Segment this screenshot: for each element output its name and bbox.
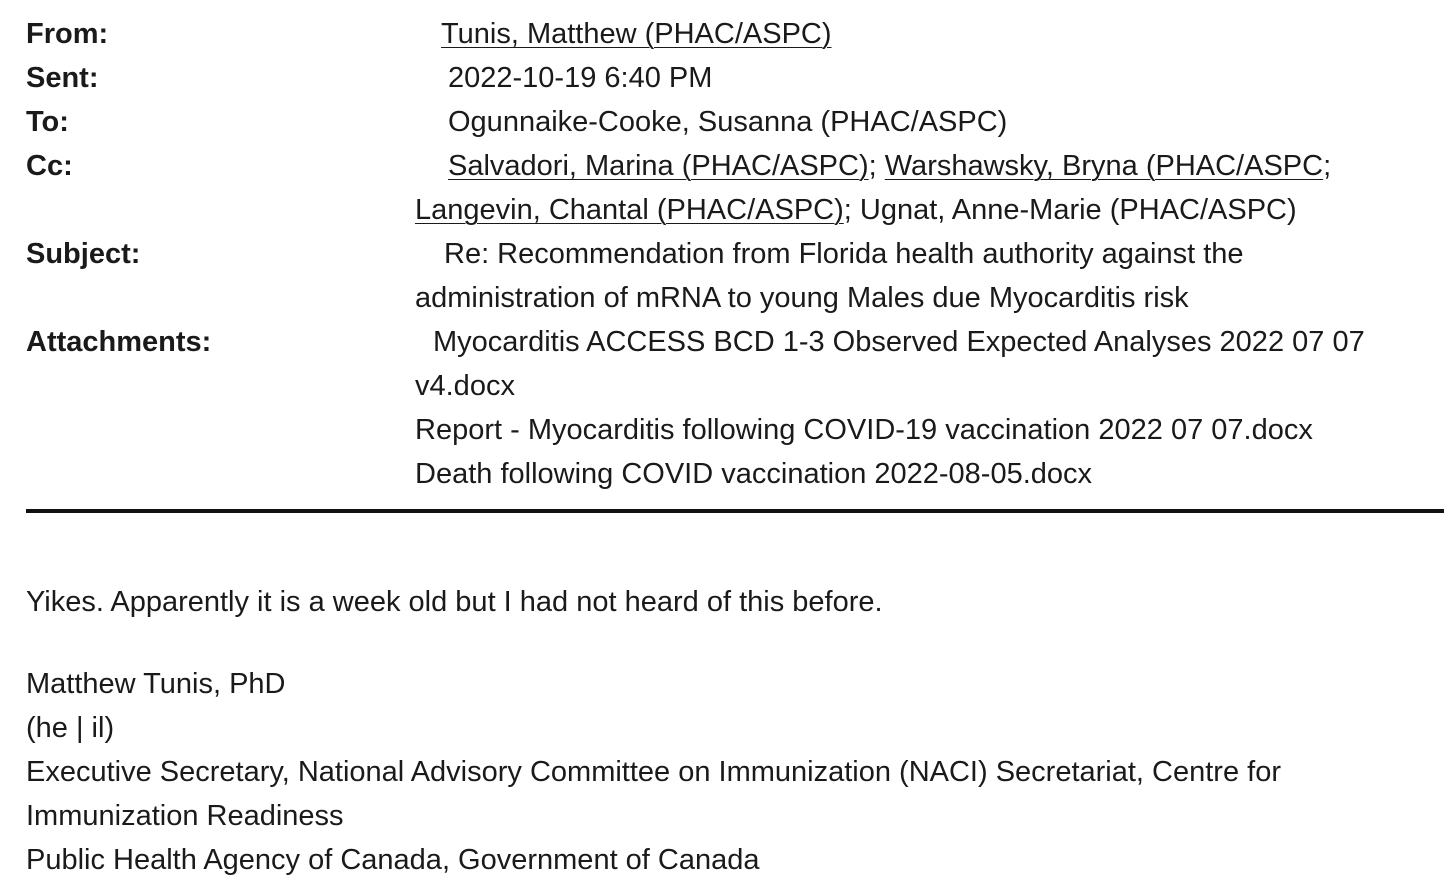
attachments-row: [26, 320, 1436, 496]
attachment-name[interactable]: Death following COVID vaccination 2022-08-05.docx: [415, 458, 1093, 490]
cc-recipient: Ugnat, Anne-Marie (PHAC/ASPC): [859, 194, 1297, 226]
cc-separator: ;: [868, 150, 885, 182]
subject-label: Subject:: [26, 238, 141, 270]
cc-recipient-link[interactable]: Salvadori, Marina (PHAC/ASPC): [448, 150, 869, 182]
sent-row: [26, 56, 1436, 100]
to-row: [26, 100, 1436, 144]
signature-title: Immunization Readiness: [26, 800, 344, 832]
from-row: [26, 12, 1436, 56]
paragraph-gap: [26, 624, 1436, 662]
cc-separator: ;: [1323, 150, 1332, 182]
message-text: Yikes. Apparently it is a week old but I had not heard of this before.: [26, 586, 883, 618]
attachment-name[interactable]: Myocarditis ACCESS BCD 1-3 Observed Expected Analyses 2022 07 07: [433, 326, 1365, 358]
cc-recipient-link[interactable]: Langevin, Chantal (PHAC/ASPC): [415, 194, 844, 226]
cc-row: [26, 144, 1436, 232]
cc-recipient-link[interactable]: Warshawsky, Bryna (PHAC/ASPC: [884, 150, 1324, 182]
to-label: To:: [26, 106, 69, 138]
from-value-link[interactable]: Tunis, Matthew (PHAC/ASPC): [441, 18, 832, 50]
to-value: Ogunnaike-Cooke, Susanna (PHAC/ASPC): [448, 106, 1008, 138]
attachment-name[interactable]: Report - Myocarditis following COVID-19 vaccination 2022 07 07.docx: [415, 414, 1313, 446]
subject-row: [26, 232, 1436, 320]
signature-pronouns: (he | il): [26, 712, 115, 744]
sent-value: 2022-10-19 6:40 PM: [448, 62, 713, 94]
email-header: [26, 12, 1436, 496]
signature-org: Public Health Agency of Canada, Government of Canada: [26, 844, 760, 876]
cc-label: Cc:: [26, 150, 73, 182]
from-label: From:: [26, 18, 109, 50]
email-body: [26, 580, 1436, 882]
subject-line: Re: Recommendation from Florida health authority against the: [444, 238, 1244, 270]
signature-name: Matthew Tunis, PhD: [26, 668, 286, 700]
signature-title: Executive Secretary, National Advisory Committee on Immunization (NACI) Secretariat, Centre for: [26, 756, 1281, 788]
subject-line: administration of mRNA to young Males due Myocarditis risk: [415, 282, 1189, 314]
sent-label: Sent:: [26, 62, 99, 94]
header-divider: [26, 509, 1444, 513]
cc-separator: ;: [843, 194, 860, 226]
attachment-name[interactable]: v4.docx: [415, 370, 515, 402]
attachments-label: Attachments:: [26, 326, 212, 358]
